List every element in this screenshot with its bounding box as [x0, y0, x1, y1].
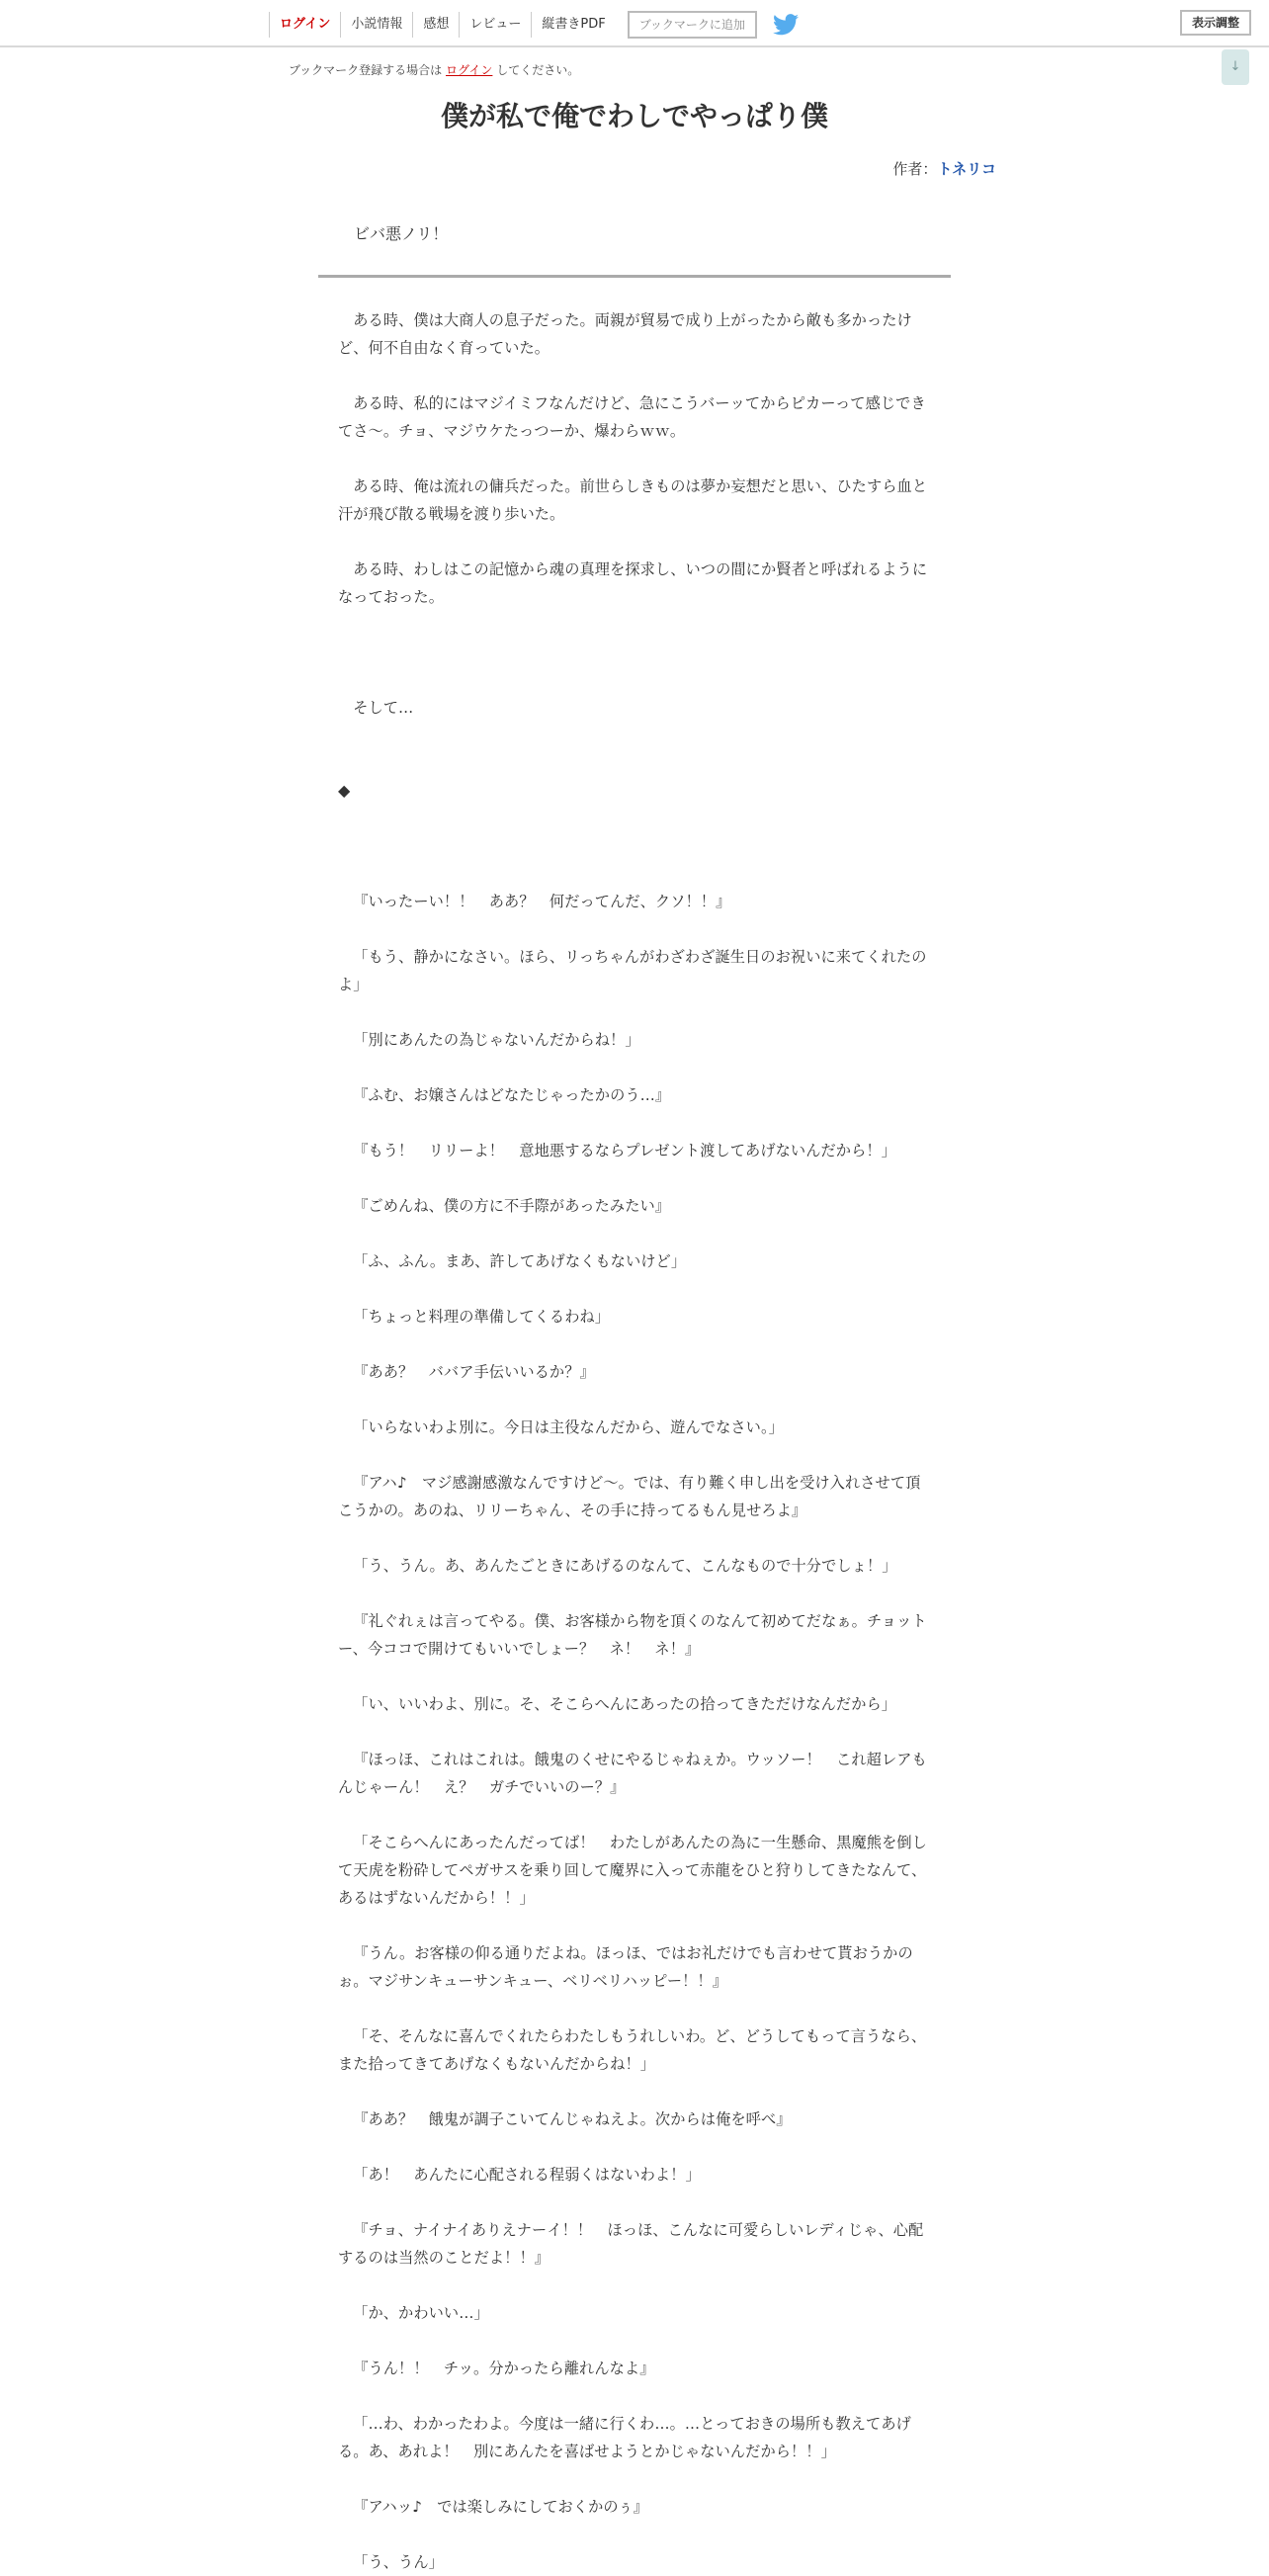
- blank-line: [338, 666, 931, 694]
- blank-line: [338, 1580, 931, 1607]
- body-paragraph: 『もう！ リリーよ！ 意地悪するならプレゼント渡してあげないんだから！」: [353, 1142, 896, 1159]
- blank-line: [338, 1164, 931, 1192]
- blank-line: [338, 1441, 931, 1469]
- twitter-icon[interactable]: [773, 14, 799, 36]
- body-paragraph: ある時、わしはこの記憶から魂の真理を探求し、いつの間にか賢者と呼ばれるようになっておった。: [338, 560, 928, 606]
- nav-novel-info-link[interactable]: 小説情報: [340, 12, 412, 38]
- body-paragraph: 『いったーい！！ ああ？ 何だってんだ、クソ！！』: [353, 893, 731, 910]
- novel-title: 僕が私で俺でわしでやっぱり僕: [440, 100, 828, 132]
- body-paragraph: そして…: [353, 699, 414, 717]
- scene-separator: ◆: [338, 781, 351, 800]
- body-paragraph: 『ごめんね、僕の方に不手際があったみたい』: [353, 1197, 671, 1215]
- body-paragraph: 『アハ♪ マジ感謝感激なんですけど～。では、有り難く申し出を受け入れさせて頂こうかの。あのね、リリーちゃん、その手に持ってるもん見せろよ』: [338, 1474, 921, 1519]
- blank-line: [338, 1912, 931, 1939]
- novel-preface: ビバ悪ノリ！: [354, 224, 449, 243]
- scroll-down-button[interactable]: ↓: [1222, 49, 1249, 85]
- blank-line: [338, 1718, 931, 1746]
- body-paragraph: 「…わ、わかったわよ。今度は一緒に行くわ…。…とっておきの場所も教えてあげる。あ、あれよ！ 別にあんたを喜ばせようとかじゃないんだから！！」: [338, 2415, 911, 2460]
- body-paragraph: 「う、うん。あ、あんたごときにあげるのなんて、こんなもので十分でしょ！」: [353, 1557, 897, 1575]
- blank-line: [338, 1663, 931, 1690]
- blank-line: [338, 1054, 931, 1081]
- blank-line: [338, 639, 931, 666]
- novel-body: [338, 306, 931, 2576]
- blank-line: [338, 1109, 931, 1137]
- body-paragraph: 『ふむ、お嬢さんはどなたじゃったかのう…』: [353, 1086, 671, 1104]
- top-navigation-bar: [0, 0, 1269, 47]
- body-paragraph: 「ちょっと料理の準備してくるわね」: [353, 1308, 611, 1326]
- nav-impressions-link[interactable]: 感想: [412, 12, 459, 38]
- blank-line: [338, 1386, 931, 1414]
- author-label: 作者：: [892, 160, 938, 178]
- blank-line: [338, 2133, 931, 2161]
- bookmark-login-note: [289, 61, 579, 78]
- body-paragraph: 『ほっほ、これはこれは。餓鬼のくせにやるじゃねぇか。ウッソー！ これ超レアもんじゃーん！ え？ ガチでいいのー？』: [338, 1751, 927, 1796]
- body-paragraph: 『ああ？ ババア手伝いいるか？』: [353, 1363, 595, 1381]
- add-bookmark-button[interactable]: ブックマークに追加: [628, 11, 757, 39]
- blank-line: [338, 860, 931, 888]
- blank-line: [338, 2272, 931, 2299]
- nav-vertical-pdf-link[interactable]: 縦書きPDF: [531, 12, 615, 38]
- nav-login-link[interactable]: ログイン: [269, 12, 340, 38]
- blank-line: [338, 2327, 931, 2355]
- body-paragraph: 『チョ、ナイナイありえナーイ！！ ほっほ、こんなに可愛らしいレディじゃ、心配するのは当然のことだよ！！』: [338, 2221, 924, 2267]
- blank-line: [338, 832, 931, 860]
- body-paragraph: ある時、俺は流れの傭兵だった。前世らしきものは夢か妄想だと思い、ひたすら血と汗が飛び散る戦場を渡り歩いた。: [338, 477, 928, 523]
- body-paragraph: 『うん！！ チッ。分かったら離れんなよ』: [353, 2360, 655, 2377]
- blank-line: [338, 2521, 931, 2548]
- blank-line: [338, 445, 931, 472]
- blank-line: [338, 1524, 931, 1552]
- body-paragraph: 『アハッ♪ では楽しみにしておくかのぅ』: [353, 2498, 648, 2516]
- author-line: [892, 158, 996, 179]
- bookmark-note-prefix: ブックマーク登録する場合は: [289, 63, 443, 77]
- blank-line: [338, 915, 931, 943]
- blank-line: [338, 2078, 931, 2105]
- blank-line: [338, 2189, 931, 2216]
- body-paragraph: 「いらないわよ別に。今日は主役なんだから、遊んでなさい。」: [353, 1418, 784, 1436]
- blank-line: [338, 1275, 931, 1303]
- bookmark-note-login-link[interactable]: ログイン: [446, 63, 493, 77]
- blank-line: [338, 362, 931, 389]
- body-paragraph: 「う、うん」: [353, 2553, 444, 2571]
- author-link[interactable]: トネリコ: [937, 160, 996, 178]
- body-paragraph: 「ふ、ふん。まあ、許してあげなくもないけど」: [353, 1252, 687, 1270]
- blank-line: [338, 2465, 931, 2493]
- blank-line: [338, 722, 931, 749]
- preface-divider: [318, 275, 951, 278]
- blank-line: [338, 805, 931, 832]
- main-nav: [269, 10, 799, 40]
- body-paragraph: 「そ、そんなに喜んでくれたらわたしもうれしいわ。ど、どうしてもって言うなら、また拾ってきてあげなくもないんだからね！」: [338, 2027, 927, 2073]
- body-paragraph: 「もう、静かになさい。ほら、リっちゃんがわざわざ誕生日のお祝いに来てくれたのよ」: [338, 948, 927, 993]
- blank-line: [338, 1220, 931, 1247]
- blank-line: [338, 998, 931, 1026]
- body-paragraph: 「あ！ あんたに心配される程弱くはないわよ！」: [353, 2166, 701, 2184]
- bookmark-note-suffix: してください。: [496, 63, 580, 77]
- blank-line: [338, 611, 931, 639]
- body-paragraph: 『礼ぐれぇは言ってやる。僕、お客様から物を頂くのなんて初めてだなぁ。チョットー、今ココで開けてもいいでしょー？ ネ！ ネ！』: [338, 1612, 927, 1658]
- body-paragraph: 『ああ？ 餓鬼が調子こいてんじゃねえよ。次からは俺を呼べ』: [353, 2110, 792, 2128]
- body-paragraph: 『うん。お客様の仰る通りだよね。ほっほ、ではお礼だけでも言わせて貰おうかのぉ。マジサンキューサンキュー、ベリベリハッピー！！』: [338, 1944, 913, 1990]
- blank-line: [338, 528, 931, 556]
- blank-line: [338, 1331, 931, 1358]
- blank-line: [338, 1801, 931, 1829]
- blank-line: [338, 1995, 931, 2022]
- body-paragraph: 「そこらへんにあったんだってば！ わたしがあんたの為に一生懸命、黒魔熊を倒して天虎を粉砕してペガサスを乗り回して魔界に入って赤龍をひと狩りしてきたなんて、あるはずないんだから！！」: [338, 1834, 927, 1907]
- body-paragraph: 「か、かわいい…」: [353, 2304, 489, 2322]
- body-paragraph: 「い、いいわよ、別に。そ、そこらへんにあったの拾ってきただけなんだから」: [353, 1695, 897, 1713]
- body-paragraph: 「別にあんたの為じゃないんだからね！」: [353, 1031, 640, 1049]
- blank-line: [338, 749, 931, 777]
- body-paragraph: ある時、僕は大商人の息子だった。両親が貿易で成り上がったから敵も多かったけど、何不自由なく育っていた。: [338, 311, 912, 357]
- nav-review-link[interactable]: レビュー: [459, 12, 531, 38]
- blank-line: [338, 2382, 931, 2410]
- body-paragraph: ある時、私的にはマジイミフなんだけど、急にこうバーッてからピカーって感じできてさ～。チョ、マジウケたっつーか、爆わらｗｗ。: [338, 394, 926, 440]
- display-settings-button[interactable]: 表示調整: [1180, 10, 1251, 36]
